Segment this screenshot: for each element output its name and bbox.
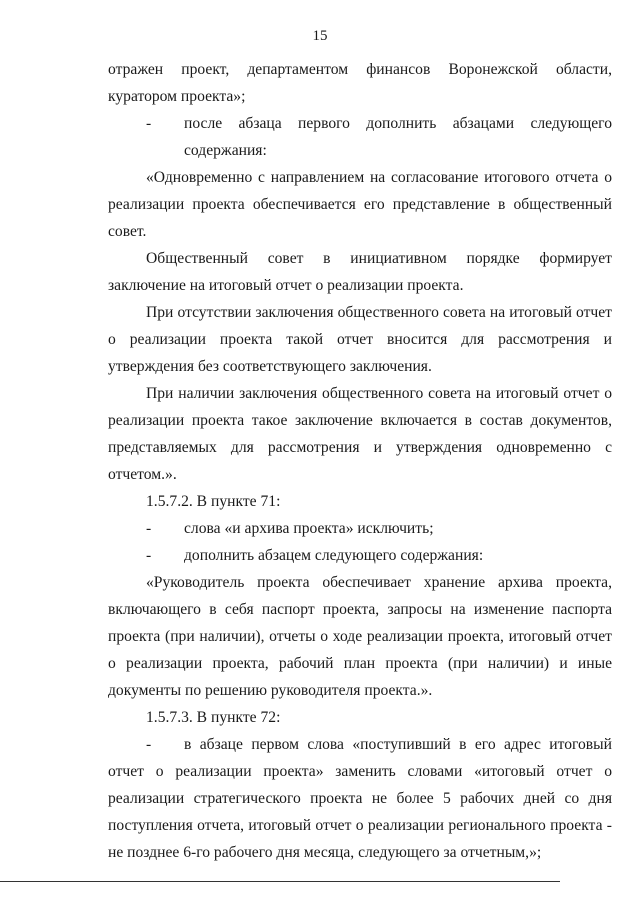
dash-item-2 [108, 515, 612, 542]
dash-item-3 [108, 542, 612, 569]
paragraph-6: При наличии заключения общественного совета на итоговый отчет о реализации проекта такое заключение включается в состав документов, представляемых для рассмотрения и утверждения одновременно с отчетом.». [108, 385, 612, 483]
paragraph-3: «Одновременно с направлением на согласование итогового отчета о реализации проекта обеспечивается его представление в общественный совет. [108, 169, 612, 240]
paragraph-12: в абзаце первом слова «поступивший в его адрес итоговый отчет о реализации проекта» заменить словами «итоговый отчет о реализации стратегического проекта не более 5 рабочих дней со дня поступления отчета, итоговый отчет о реализации регионального проекта - не позднее 6-го рабочего дня месяца, следующего за отчетным,»; [108, 736, 612, 861]
paragraph-5: При отсутствии заключения общественного совета на итоговый отчет о реализации проекта такой отчет вносится для рассмотрения и утверждения без соответствующего заключения. [108, 304, 612, 375]
page-number: 15 [312, 28, 328, 44]
dash-marker: - [146, 547, 152, 564]
footer-divider [0, 881, 560, 882]
dash-item-4 [108, 731, 612, 866]
paragraph-10: «Руководитель проекта обеспечивает хранение архива проекта, включающего в себя паспорт проекта, запросы на изменение паспорта проекта (при наличии), отчеты о ходе реализации проекта, итоговый отчет о реализации проекта, рабочий план проекта (при наличии) и иные документы по решению руководителя проекта.». [108, 574, 612, 699]
paragraph-1: отражен проект, департаментом финансов Воронежской области, куратором проекта»; [108, 61, 612, 105]
paragraph-8: слова «и архива проекта» исключить; [184, 520, 434, 537]
dash-marker: - [146, 736, 152, 753]
dash-marker: - [146, 115, 152, 132]
paragraph-11: 1.5.7.3. В пункте 72: [146, 709, 281, 726]
dash-marker: - [146, 520, 152, 537]
paragraph-9: дополнить абзацем следующего содержания: [184, 547, 484, 564]
dash-item-1 [108, 110, 612, 164]
paragraph-7: 1.5.7.2. В пункте 71: [146, 493, 281, 510]
paragraph-2: после абзаца первого дополнить абзацами следующего содержания: [184, 115, 612, 159]
paragraph-4: Общественный совет в инициативном порядке формирует заключение на итоговый отчет о реализации проекта. [108, 250, 612, 294]
document-body [108, 56, 612, 866]
